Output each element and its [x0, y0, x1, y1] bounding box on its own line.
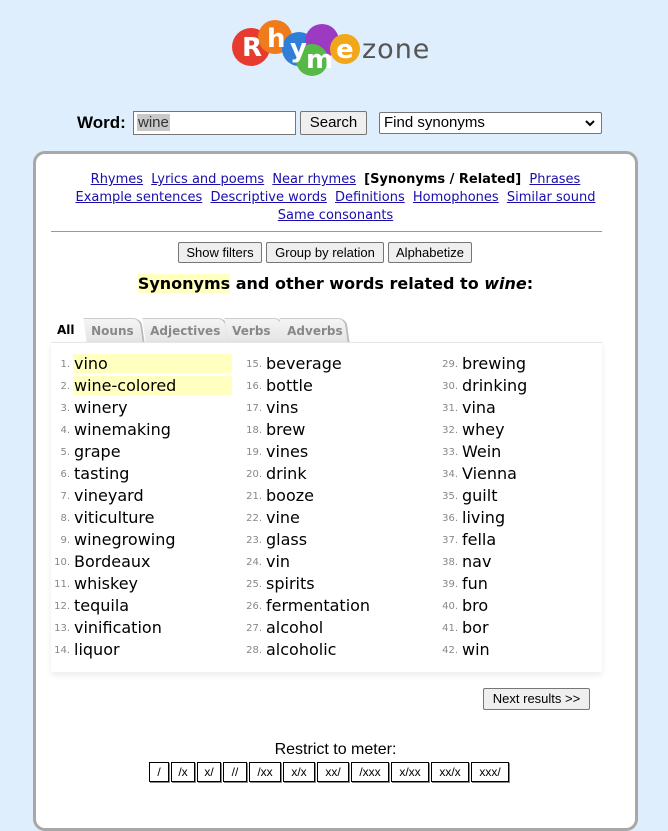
meter-button[interactable]: // — [223, 762, 247, 782]
result-word[interactable]: vino — [73, 354, 232, 373]
result-word[interactable]: wine-colored — [73, 376, 232, 395]
result-word[interactable]: vina — [462, 398, 496, 417]
result-word[interactable]: tequila — [74, 596, 130, 615]
result-number: 20. — [246, 469, 262, 480]
result-item[interactable] — [243, 353, 423, 375]
pos-tabs — [51, 318, 611, 343]
result-word[interactable]: win — [462, 640, 490, 659]
result-word[interactable]: vins — [266, 398, 299, 417]
result-number: 27. — [246, 623, 262, 634]
result-number: 31. — [442, 403, 458, 414]
result-item[interactable] — [439, 507, 619, 529]
meter-button[interactable]: x/x — [283, 762, 315, 782]
result-number: 8. — [60, 513, 70, 524]
result-item[interactable] — [439, 639, 619, 661]
result-number: 26. — [246, 601, 262, 612]
result-item[interactable] — [439, 529, 619, 551]
result-word[interactable]: fella — [462, 530, 497, 549]
tab-label: Adjectives — [150, 324, 221, 338]
title-highlight: Synonyms — [137, 274, 231, 293]
nav-link-lyrics[interactable]: Lyrics and poems — [151, 172, 265, 187]
result-number: 32. — [442, 425, 458, 436]
result-word[interactable]: liquor — [74, 640, 120, 659]
result-item[interactable] — [51, 595, 231, 617]
results-column-2 — [243, 353, 423, 661]
result-item[interactable] — [439, 595, 619, 617]
tab-adverbs[interactable] — [279, 318, 350, 343]
result-number: 34. — [442, 469, 458, 480]
result-number: 16. — [246, 381, 262, 392]
result-item[interactable] — [243, 551, 423, 573]
result-word[interactable]: vineyard — [74, 486, 144, 505]
result-number: 28. — [246, 645, 262, 656]
result-number: 30. — [442, 381, 458, 392]
result-number: 23. — [246, 535, 262, 546]
result-number: 37. — [442, 535, 458, 546]
result-number: 11. — [54, 579, 70, 590]
result-word[interactable]: bottle — [266, 376, 313, 395]
meter-button[interactable]: xx/ — [317, 762, 349, 782]
logo-letter: h — [267, 24, 286, 54]
result-word[interactable]: brew — [266, 420, 306, 439]
results-column-3 — [439, 353, 619, 661]
result-word[interactable]: tasting — [74, 464, 130, 483]
result-item[interactable] — [243, 441, 423, 463]
result-word[interactable]: booze — [266, 486, 314, 505]
result-word[interactable]: vines — [266, 442, 309, 461]
result-item[interactable] — [439, 463, 619, 485]
result-number: 10. — [54, 557, 70, 568]
result-word[interactable]: Wein — [462, 442, 502, 461]
result-number: 39. — [442, 579, 458, 590]
filter-button-row — [36, 242, 635, 263]
meter-button[interactable]: / — [149, 762, 169, 782]
result-item[interactable] — [243, 375, 423, 397]
result-word[interactable]: winemaking — [74, 420, 171, 439]
word-input[interactable] — [133, 111, 296, 135]
result-item[interactable] — [243, 397, 423, 419]
result-number: 22. — [246, 513, 262, 524]
result-item[interactable] — [51, 397, 231, 419]
result-item[interactable] — [51, 529, 231, 551]
result-number: 17. — [246, 403, 262, 414]
divider — [51, 231, 602, 232]
nav-links — [36, 171, 635, 225]
title-end: : — [526, 274, 534, 293]
result-item[interactable] — [439, 375, 619, 397]
chevron-down-icon — [584, 113, 596, 140]
result-word[interactable]: whiskey — [74, 574, 139, 593]
result-item[interactable] — [51, 639, 231, 661]
word-label: Word: — [77, 113, 126, 132]
nav-link-rhymes[interactable]: Rhymes — [90, 172, 144, 187]
result-word[interactable]: fermentation — [266, 596, 371, 615]
meter-button[interactable]: /xxx — [351, 762, 389, 782]
result-item[interactable] — [51, 485, 231, 507]
result-word[interactable]: Vienna — [462, 464, 517, 483]
result-word[interactable]: viticulture — [74, 508, 155, 527]
result-word[interactable]: vine — [266, 508, 300, 527]
result-word[interactable]: bro — [462, 596, 489, 615]
tab-verbs[interactable] — [224, 318, 286, 343]
search-button[interactable]: Search — [300, 111, 367, 135]
result-item[interactable] — [439, 573, 619, 595]
result-number: 3. — [60, 403, 70, 414]
nav-link-similar-sound[interactable]: Similar sound — [506, 190, 596, 205]
result-number: 15. — [246, 359, 262, 370]
nav-link-descriptive-words[interactable]: Descriptive words — [210, 190, 327, 205]
result-item[interactable] — [51, 419, 231, 441]
result-number: 2. — [60, 381, 70, 392]
meter-button[interactable]: xx/x — [431, 762, 469, 782]
results-panel — [33, 151, 638, 831]
meter-button[interactable]: /x — [171, 762, 195, 782]
nav-current-synonyms: [Synonyms / Related] — [364, 172, 522, 187]
result-item[interactable] — [243, 573, 423, 595]
result-number: 13. — [54, 623, 70, 634]
logo-zone-text: zone — [362, 34, 431, 65]
result-number: 29. — [442, 359, 458, 370]
nav-link-phrases[interactable]: Phrases — [529, 172, 581, 187]
results-list — [51, 342, 602, 672]
tab-all[interactable] — [51, 318, 83, 343]
result-item[interactable] — [243, 485, 423, 507]
nav-link-same-consonants[interactable]: Same consonants — [277, 208, 394, 223]
result-item[interactable] — [439, 617, 619, 639]
result-number: 4. — [60, 425, 70, 436]
result-word[interactable]: winegrowing — [74, 530, 176, 549]
nav-link-definitions[interactable]: Definitions — [335, 190, 405, 205]
search-bar — [0, 111, 668, 135]
result-number: 6. — [60, 469, 70, 480]
next-results-button[interactable]: Next results >> — [483, 688, 590, 710]
result-item[interactable] — [243, 617, 423, 639]
result-word[interactable]: vinification — [74, 618, 162, 637]
result-item[interactable] — [243, 595, 423, 617]
result-word[interactable]: Bordeaux — [74, 552, 151, 571]
tab-label: Nouns — [91, 324, 134, 338]
result-word[interactable]: alcohol — [266, 618, 324, 637]
result-word[interactable]: drinking — [462, 376, 528, 395]
group-by-relation-button[interactable]: Group by relation — [266, 242, 384, 263]
result-number: 33. — [442, 447, 458, 458]
result-number: 21. — [246, 491, 262, 502]
tab-label: All — [57, 323, 75, 337]
logo-letter: y — [290, 34, 307, 64]
result-number: 38. — [442, 557, 458, 568]
result-word[interactable]: alcoholic — [266, 640, 337, 659]
result-item[interactable] — [243, 529, 423, 551]
result-item[interactable] — [51, 375, 231, 397]
logo-letter: m — [306, 45, 334, 75]
logo-letter: R — [242, 33, 263, 63]
result-word[interactable]: living — [462, 508, 506, 527]
result-item[interactable] — [51, 617, 231, 639]
rhymezone-logo[interactable] — [232, 18, 442, 80]
result-item[interactable] — [51, 441, 231, 463]
result-item[interactable] — [243, 507, 423, 529]
tab-label: Adverbs — [287, 324, 343, 338]
result-word[interactable]: brewing — [462, 354, 527, 373]
tab-nouns[interactable] — [83, 318, 145, 343]
result-number: 14. — [54, 645, 70, 656]
result-word[interactable]: guilt — [462, 486, 498, 505]
result-word[interactable]: beverage — [266, 354, 342, 373]
result-word[interactable]: winery — [74, 398, 128, 417]
results-column-1 — [51, 353, 231, 661]
alphabetize-button[interactable]: Alphabetize — [388, 242, 472, 263]
result-number: 12. — [54, 601, 70, 612]
result-number: 25. — [246, 579, 262, 590]
result-number: 19. — [246, 447, 262, 458]
page-title — [36, 274, 635, 293]
result-number: 35. — [442, 491, 458, 502]
result-number: 42. — [442, 645, 458, 656]
result-item[interactable] — [51, 353, 231, 375]
result-number: 1. — [60, 359, 70, 370]
mode-select[interactable] — [379, 112, 602, 134]
result-item[interactable] — [439, 551, 619, 573]
result-item[interactable] — [243, 639, 423, 661]
result-number: 24. — [246, 557, 262, 568]
title-word: wine — [484, 274, 527, 293]
logo-letter: e — [336, 35, 354, 65]
result-word[interactable]: whey — [462, 420, 505, 439]
nav-link-homophones[interactable]: Homophones — [412, 190, 499, 205]
result-item[interactable] — [51, 551, 231, 573]
result-item[interactable] — [243, 419, 423, 441]
nav-link-example-sentences[interactable]: Example sentences — [75, 190, 203, 205]
result-word[interactable]: glass — [266, 530, 308, 549]
meter-button[interactable]: /xx — [249, 762, 281, 782]
meter-button[interactable]: x/ — [197, 762, 221, 782]
result-word[interactable]: grape — [74, 442, 121, 461]
mode-select-value: Find synonyms — [384, 114, 485, 131]
show-filters-button[interactable]: Show filters — [178, 242, 262, 263]
result-item[interactable] — [439, 441, 619, 463]
result-word[interactable]: vin — [266, 552, 291, 571]
result-number: 18. — [246, 425, 262, 436]
tab-label: Verbs — [232, 324, 271, 338]
result-item[interactable] — [439, 353, 619, 375]
result-number: 40. — [442, 601, 458, 612]
result-number: 9. — [60, 535, 70, 546]
meter-button[interactable]: xxx/ — [471, 762, 509, 782]
result-item[interactable] — [439, 419, 619, 441]
result-word[interactable]: nav — [462, 552, 492, 571]
tab-adjectives[interactable] — [142, 318, 230, 343]
result-item[interactable] — [439, 397, 619, 419]
result-number: 41. — [442, 623, 458, 634]
result-item[interactable] — [51, 463, 231, 485]
result-number: 36. — [442, 513, 458, 524]
meter-label: Restrict to meter: — [274, 741, 397, 758]
meter-button[interactable]: x/xx — [391, 762, 429, 782]
title-mid: and other words related to — [230, 274, 485, 293]
result-word[interactable]: fun — [462, 574, 488, 593]
result-number: 7. — [60, 491, 70, 502]
result-item[interactable] — [51, 573, 231, 595]
word-input-value: wine — [138, 114, 169, 131]
result-number: 5. — [60, 447, 70, 458]
result-word[interactable]: spirits — [266, 574, 315, 593]
nav-link-near-rhymes[interactable]: Near rhymes — [272, 172, 356, 187]
result-word[interactable]: drink — [266, 464, 307, 483]
result-item[interactable] — [243, 463, 423, 485]
result-item[interactable] — [51, 507, 231, 529]
result-item[interactable] — [439, 485, 619, 507]
result-word[interactable]: bor — [462, 618, 489, 637]
